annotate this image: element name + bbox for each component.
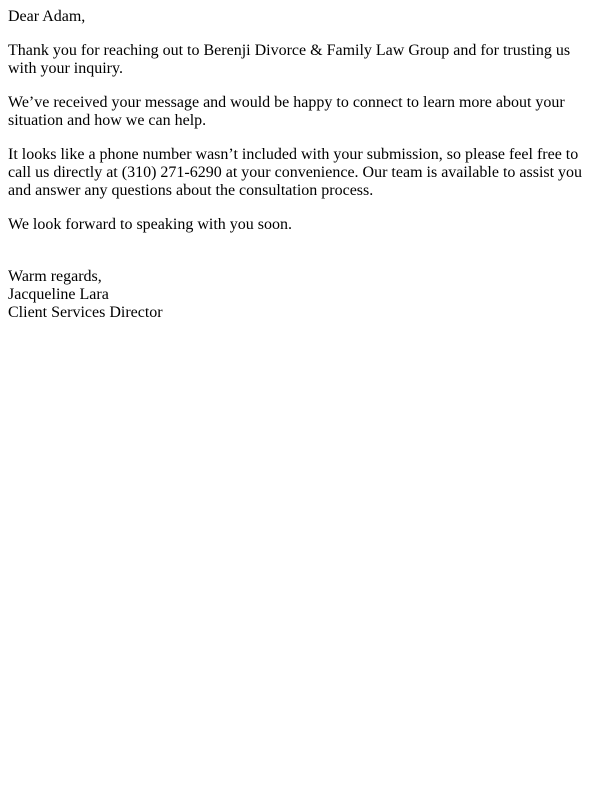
paragraph-thanks: Thank you for reaching out to Berenji Divorce & Family Law Group and for trusting us with your inquiry. <box>8 42 571 77</box>
letter-body <box>0 0 600 322</box>
greeting: Dear Adam, <box>8 8 86 25</box>
paragraph-received: We’ve received your message and would be happy to connect to learn more about your situation and how we can help. <box>8 94 565 129</box>
signature-block <box>8 268 592 322</box>
signer-name: Jacqueline Lara <box>8 286 109 303</box>
signer-title: Client Services Director <box>8 304 163 321</box>
closing: Warm regards, <box>8 268 102 285</box>
paragraph-look-forward: We look forward to speaking with you soon. <box>8 216 292 233</box>
signature-spacer <box>8 250 592 268</box>
paragraph-phone: It looks like a phone number wasn’t included with your submission, so please feel free to call us directly at (310) 271-6290 at your convenience. Our team is available to assist you and answer any questions about the consultation process. <box>8 146 583 199</box>
